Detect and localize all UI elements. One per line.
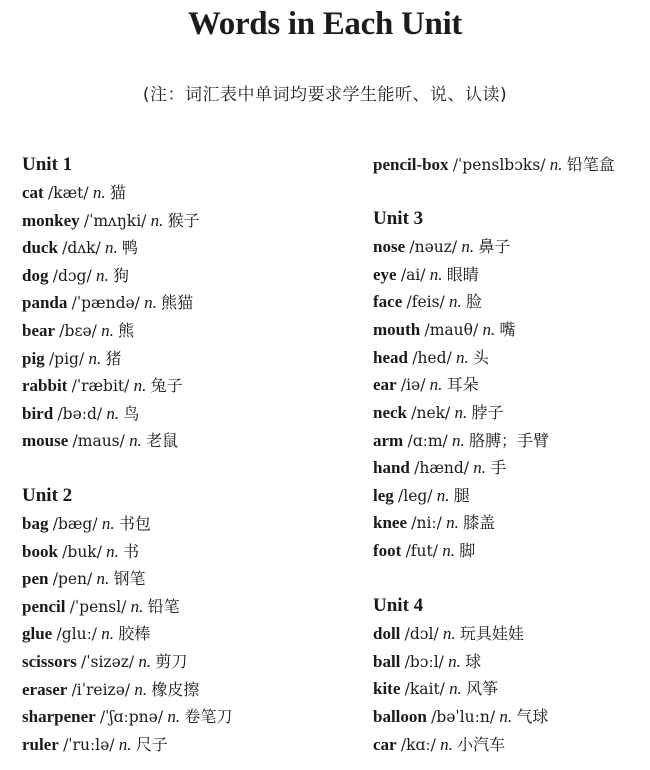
word: eye (373, 265, 397, 284)
chinese-meaning: 老鼠 (146, 431, 179, 450)
phonetic: /dɔl/ (404, 625, 439, 643)
phonetic: /ˈpensl/ (69, 598, 127, 616)
word: scissors (22, 652, 77, 671)
part-of-speech: n. (101, 514, 115, 533)
part-of-speech: n. (499, 707, 513, 726)
word: knee (373, 513, 407, 532)
word: mouse (22, 431, 69, 450)
vocab-entry (373, 540, 475, 562)
part-of-speech: n. (440, 735, 453, 754)
chinese-meaning: 橡皮擦 (151, 680, 200, 699)
page-note: (注：词汇表中单词均要求学生能听、说、认读) (142, 85, 508, 105)
vocab-entry (22, 210, 200, 232)
phonetic: /bɛə/ (59, 322, 97, 340)
phonetic: /mauθ/ (424, 321, 479, 339)
chinese-meaning: 嘴 (499, 320, 516, 339)
word: pen (22, 569, 49, 588)
chinese-meaning: 膝盖 (463, 513, 496, 532)
vocab-entry (22, 320, 134, 342)
part-of-speech: n. (134, 680, 148, 699)
vocab-entry (22, 182, 126, 204)
chinese-meaning: 熊猫 (161, 293, 194, 312)
part-of-speech: n. (456, 348, 469, 367)
part-of-speech: n. (118, 735, 132, 754)
chinese-meaning: 脖子 (471, 403, 504, 422)
vocab-entry (22, 541, 139, 563)
chinese-meaning: 头 (473, 348, 490, 367)
chinese-meaning: 铅笔盒 (566, 155, 615, 174)
vocab-entry (22, 513, 151, 535)
part-of-speech: n. (106, 404, 120, 423)
vocab-entry (373, 706, 548, 728)
phonetic: /fut/ (405, 542, 438, 560)
vocab-entry (22, 237, 138, 259)
vocab-entry (22, 706, 232, 728)
word: head (373, 348, 408, 367)
phonetic: /maus/ (72, 432, 125, 450)
part-of-speech: n. (144, 293, 157, 312)
vocab-entry (373, 236, 510, 258)
chinese-meaning: 腿 (453, 486, 470, 505)
vocab-entry (22, 375, 183, 397)
unit-heading-1: Unit 1 (22, 154, 73, 175)
part-of-speech: n. (101, 321, 114, 340)
word: bird (22, 404, 54, 423)
phonetic: /iə/ (400, 376, 426, 394)
unit-heading-2: Unit 2 (22, 485, 73, 506)
word: neck (373, 403, 407, 422)
phonetic: /pig/ (48, 350, 85, 368)
phonetic: /ɑːm/ (407, 432, 448, 450)
word: doll (373, 624, 401, 643)
vocab-entry (373, 512, 495, 534)
phonetic: /kɑː/ (400, 736, 436, 754)
phonetic: /ai/ (400, 266, 426, 284)
word: book (22, 542, 58, 561)
vocab-entry (373, 457, 506, 479)
part-of-speech: n. (461, 237, 475, 256)
part-of-speech: n. (449, 292, 462, 311)
part-of-speech: n. (167, 707, 181, 726)
vocab-entry (22, 430, 178, 452)
vocab-entry (22, 292, 193, 314)
word: dog (22, 266, 49, 285)
word: pencil-box (373, 155, 449, 174)
word: panda (22, 293, 68, 312)
part-of-speech: n. (448, 652, 461, 671)
chinese-meaning: 脚 (459, 541, 476, 560)
part-of-speech: n. (454, 403, 468, 422)
chinese-meaning: 猪 (105, 349, 122, 368)
vocab-entry (373, 374, 479, 396)
word: eraser (22, 680, 68, 699)
vocab-entry (373, 402, 504, 424)
vocab-entry (373, 623, 524, 645)
vocab-entry (22, 348, 121, 370)
part-of-speech: n. (138, 652, 152, 671)
vocab-entry (373, 485, 470, 507)
phonetic: /pen/ (52, 570, 93, 588)
chinese-meaning: 眼睛 (446, 265, 479, 284)
part-of-speech: n. (129, 431, 142, 450)
vocab-entry (373, 734, 505, 756)
part-of-speech: n. (429, 265, 443, 284)
part-of-speech: n. (549, 155, 563, 174)
part-of-speech: n. (429, 375, 443, 394)
word: mouth (373, 320, 421, 339)
phonetic: /iˈreizə/ (71, 681, 131, 699)
chinese-meaning: 猴子 (167, 211, 200, 230)
phonetic: /bɔːl/ (404, 653, 444, 671)
part-of-speech: n. (133, 376, 147, 395)
word: face (373, 292, 403, 311)
word: duck (22, 238, 58, 257)
chinese-meaning: 钢笔 (113, 569, 146, 588)
phonetic: /hed/ (412, 349, 452, 367)
chinese-meaning: 狗 (112, 266, 129, 285)
chinese-meaning: 鼻子 (478, 237, 511, 256)
word: pig (22, 349, 45, 368)
part-of-speech: n. (449, 679, 462, 698)
phonetic: /gluː/ (56, 625, 98, 643)
chinese-meaning: 鸟 (123, 404, 140, 423)
part-of-speech: n. (473, 458, 487, 477)
vocab-entry (22, 734, 168, 756)
part-of-speech: n. (130, 597, 144, 616)
phonetic: /nek/ (411, 404, 451, 422)
part-of-speech: n. (92, 183, 106, 202)
vocab-entry (22, 651, 187, 673)
phonetic: /ˈʃɑːpnə/ (99, 708, 164, 726)
phonetic: /bəˈluːn/ (431, 708, 496, 726)
vocab-entry (22, 265, 129, 287)
vocab-entry (373, 319, 515, 341)
word: pencil (22, 597, 66, 616)
phonetic: /ˈpenslbɔks/ (452, 156, 546, 174)
chinese-meaning: 鸭 (121, 238, 138, 257)
chinese-meaning: 书 (123, 542, 140, 561)
part-of-speech: n. (442, 541, 455, 560)
vocab-entry (22, 403, 139, 425)
word: kite (373, 679, 401, 698)
word: nose (373, 237, 406, 256)
part-of-speech: n. (442, 624, 456, 643)
phonetic: /ˈsizəz/ (81, 653, 135, 671)
chinese-meaning: 卷笔刀 (184, 707, 233, 726)
phonetic: /feis/ (406, 293, 445, 311)
word: leg (373, 486, 394, 505)
chinese-meaning: 兔子 (150, 376, 183, 395)
part-of-speech: n. (101, 624, 115, 643)
phonetic: /hænd/ (414, 459, 470, 477)
phonetic: /nəuz/ (409, 238, 458, 256)
chinese-meaning: 小汽车 (457, 735, 506, 754)
chinese-meaning: 尺子 (135, 735, 168, 754)
word: bear (22, 321, 56, 340)
phonetic: /buk/ (62, 543, 102, 561)
phonetic: /kait/ (404, 680, 445, 698)
phonetic: /ˈmʌŋki/ (83, 212, 147, 230)
vocab-entry (373, 651, 481, 673)
page-title: Words in Each Unit (187, 6, 463, 42)
word: foot (373, 541, 402, 560)
vocab-entry (373, 347, 489, 369)
part-of-speech: n. (446, 513, 459, 532)
part-of-speech: n. (106, 542, 119, 561)
vocab-entry (373, 291, 482, 313)
phonetic: /ˈræbit/ (71, 377, 130, 395)
chinese-meaning: 铅笔 (147, 597, 180, 616)
part-of-speech: n. (96, 569, 110, 588)
vocab-entry (22, 568, 146, 590)
word: monkey (22, 211, 80, 230)
word: ear (373, 375, 397, 394)
chinese-meaning: 书包 (118, 514, 151, 533)
word: ball (373, 652, 401, 671)
word: ruler (22, 735, 59, 754)
chinese-meaning: 剪刀 (155, 652, 188, 671)
unit-heading-4: Unit 4 (373, 595, 424, 616)
phonetic: /bæg/ (52, 515, 98, 533)
chinese-meaning: 胶棒 (118, 624, 151, 643)
word: rabbit (22, 376, 68, 395)
chinese-meaning: 熊 (118, 321, 135, 340)
part-of-speech: n. (436, 486, 450, 505)
chinese-meaning: 球 (465, 652, 482, 671)
chinese-meaning: 气球 (516, 707, 549, 726)
part-of-speech: n. (104, 238, 118, 257)
vocab-entry (373, 430, 549, 452)
vocab-entry (22, 623, 150, 645)
chinese-meaning: 玩具娃娃 (459, 624, 524, 643)
vocab-entry (373, 264, 479, 286)
word: cat (22, 183, 44, 202)
phonetic: /niː/ (411, 514, 442, 532)
chinese-meaning: 胳膊；手臂 (469, 431, 550, 450)
part-of-speech: n. (452, 431, 465, 450)
word: arm (373, 431, 404, 450)
word: bag (22, 514, 49, 533)
vocab-entry (373, 154, 615, 176)
word: balloon (373, 707, 427, 726)
word: glue (22, 624, 53, 643)
chinese-meaning: 手 (490, 458, 507, 477)
chinese-meaning: 风筝 (466, 679, 499, 698)
vocab-entry (22, 679, 199, 701)
unit-heading-3: Unit 3 (373, 208, 424, 229)
phonetic: /bəːd/ (57, 405, 103, 423)
part-of-speech: n. (482, 320, 496, 339)
chinese-meaning: 猫 (109, 183, 126, 202)
part-of-speech: n. (88, 349, 102, 368)
chinese-meaning: 脸 (466, 292, 483, 311)
part-of-speech: n. (95, 266, 109, 285)
phonetic: /ˈruːlə/ (63, 736, 115, 754)
phonetic: /leg/ (398, 487, 433, 505)
word: car (373, 735, 397, 754)
part-of-speech: n. (150, 211, 164, 230)
vocab-entry (22, 596, 180, 618)
word: hand (373, 458, 410, 477)
word: sharpener (22, 707, 96, 726)
phonetic: /dɔg/ (52, 267, 92, 285)
phonetic: /dʌk/ (62, 239, 101, 257)
chinese-meaning: 耳朵 (446, 375, 479, 394)
vocab-entry (373, 678, 498, 700)
phonetic: /kæt/ (47, 184, 89, 202)
phonetic: /ˈpændə/ (71, 294, 140, 312)
